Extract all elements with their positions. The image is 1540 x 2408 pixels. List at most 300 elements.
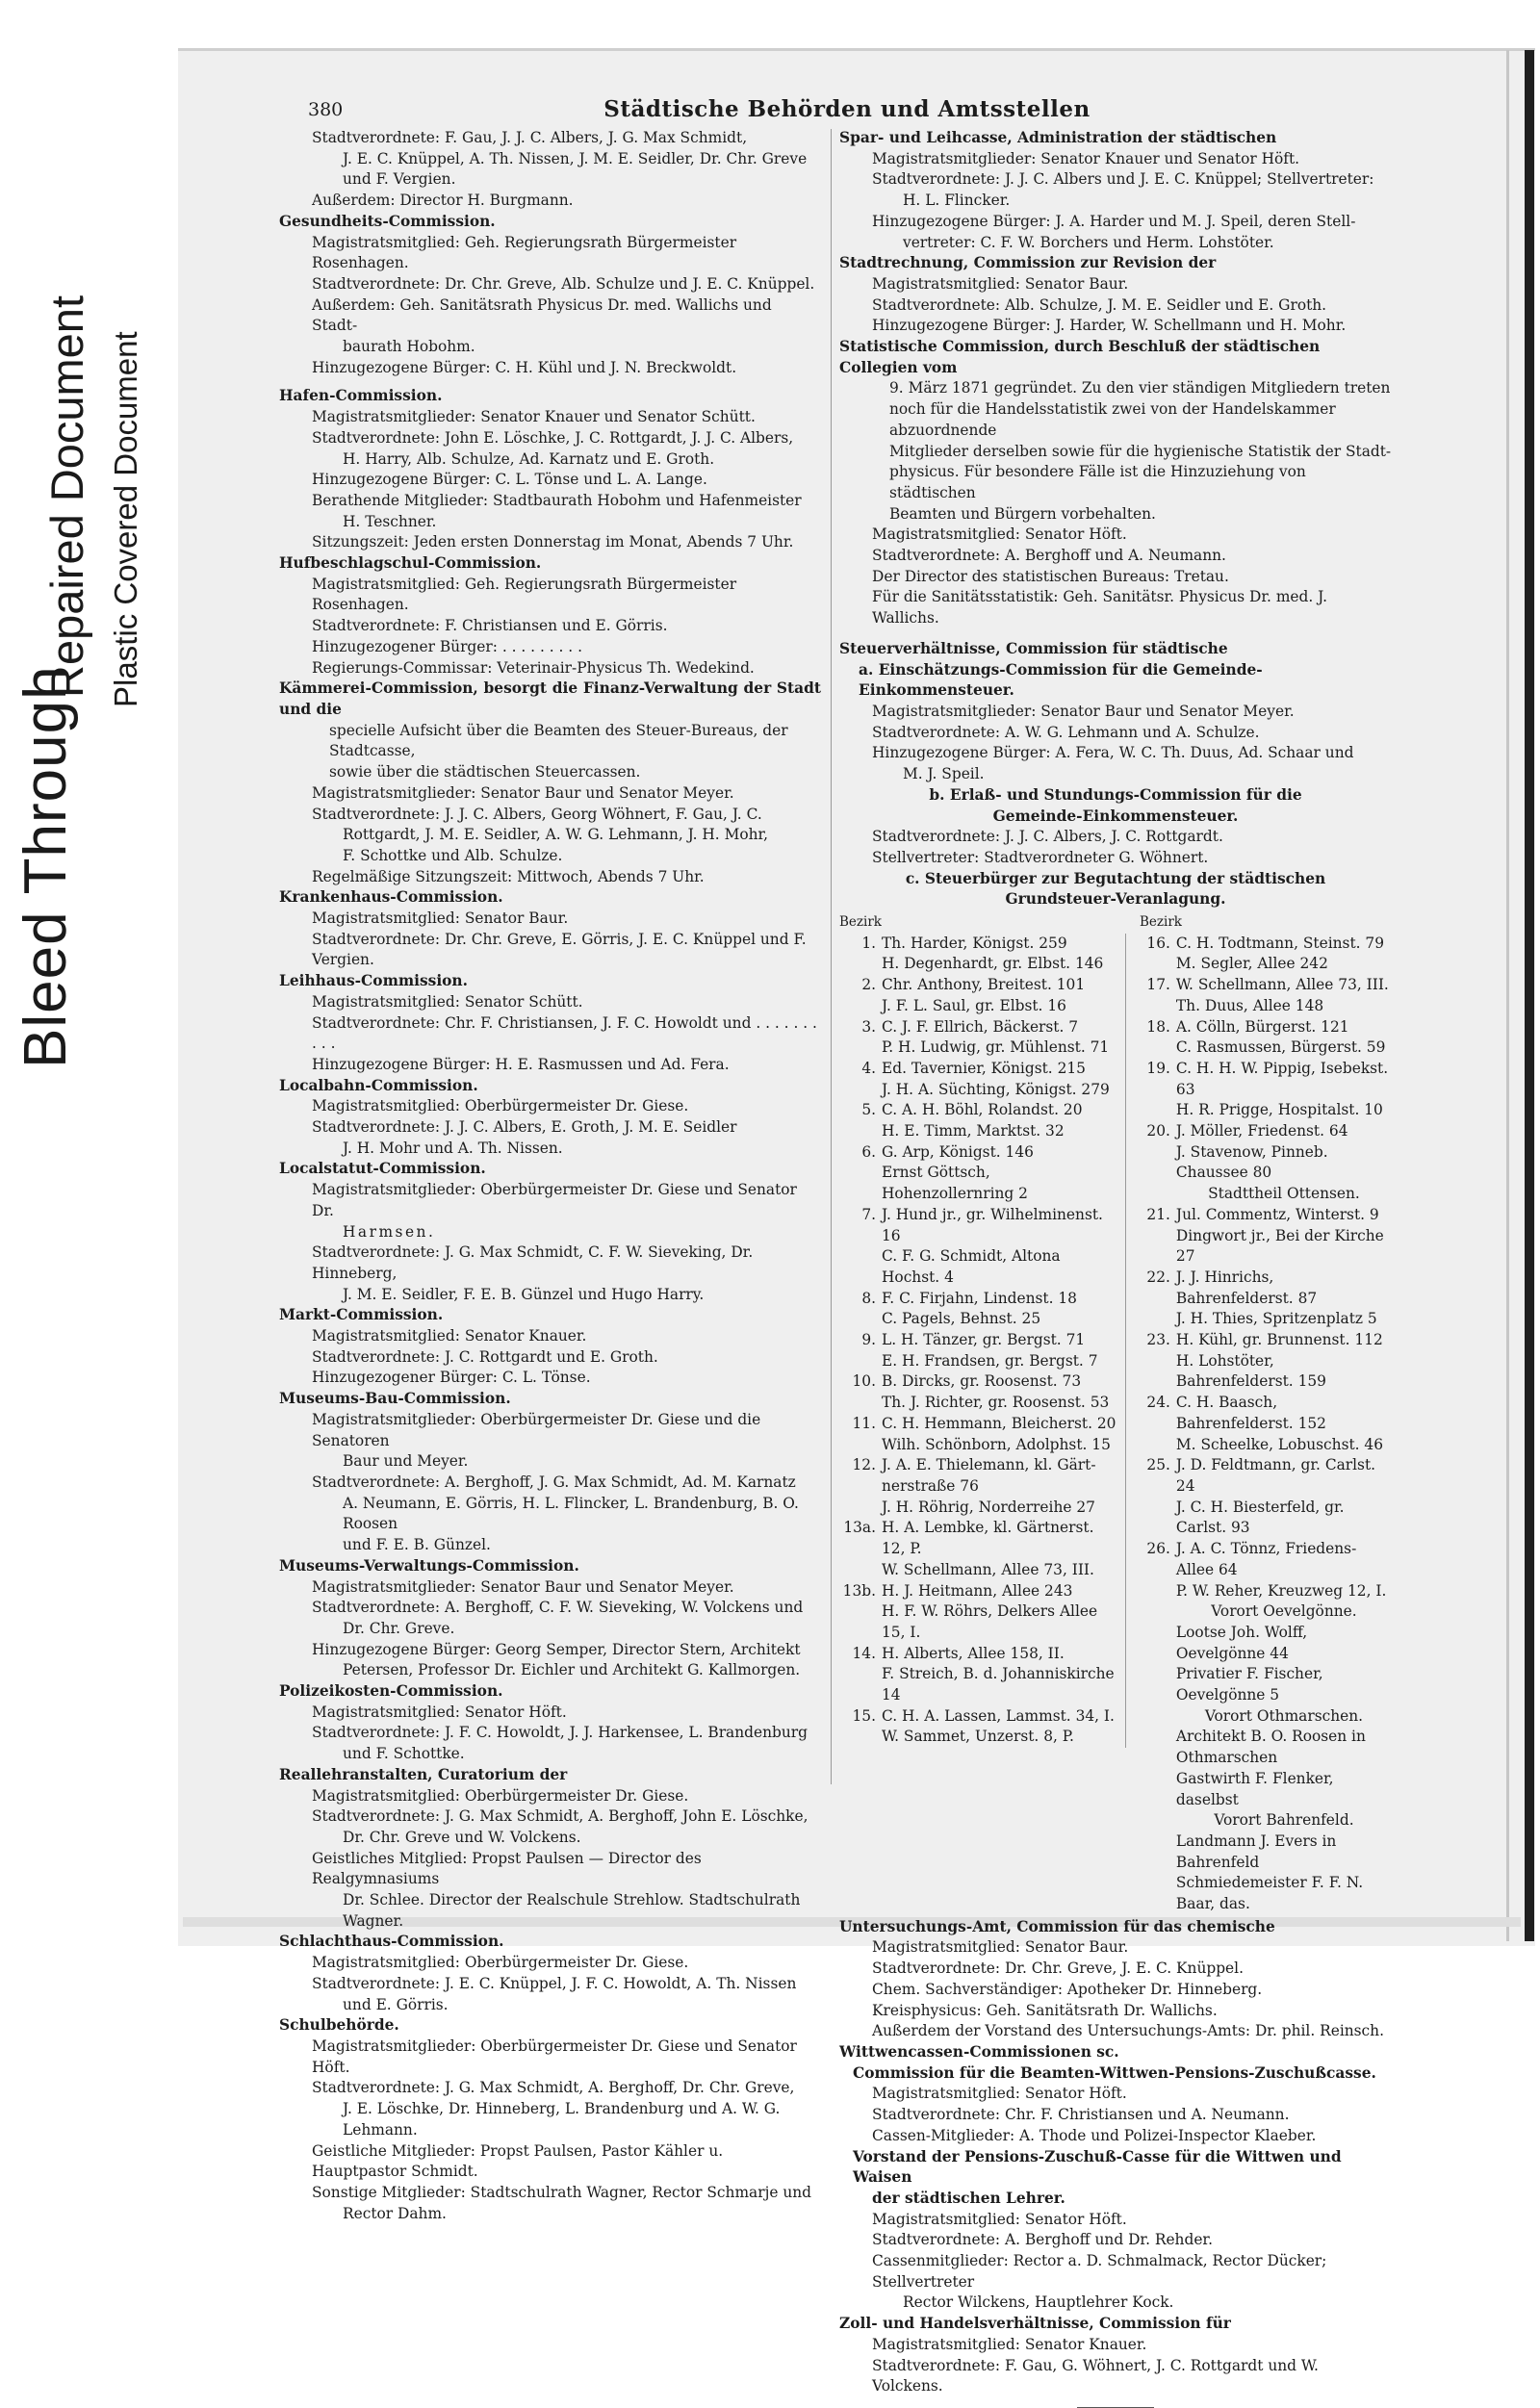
section-heading: Krankenhaus-Commission. (279, 888, 503, 907)
district-number (839, 1080, 882, 1101)
district-number (1134, 1184, 1176, 1205)
text-line: Dr. Chr. Greve. (343, 1619, 455, 1637)
district-row (1134, 996, 1392, 1017)
district-number (839, 954, 882, 975)
subsection-heading: Gemeinde-Einkommensteuer. (992, 807, 1239, 825)
district-row (1134, 1121, 1392, 1142)
district-row (839, 1371, 1121, 1393)
section-heading: Schlachthaus-Commission. (279, 1933, 504, 1951)
district-entry: nerstraße 76 (882, 1477, 979, 1495)
text-line: Magistratsmitglied: Senator Knauer. (312, 1327, 587, 1345)
district-row (839, 1455, 1121, 1476)
text-line: specielle Aufsicht über die Beamten des Steuer-Bureaus, der Stadtcasse, (329, 721, 788, 760)
district-entry: H. F. W. Röhrs, Delkers Allee 15, I. (882, 1602, 1098, 1641)
district-number (839, 1435, 882, 1456)
district-entry: Stadttheil Ottensen. (1208, 1185, 1360, 1203)
section-heading: Localstatut-Commission. (279, 1160, 486, 1178)
text-line: Stadtverordnete: Chr. F. Christiansen, J. F. C. Howoldt und . . . . . . . . . . (312, 1013, 817, 1053)
district-entry: M. Segler, Allee 242 (1175, 955, 1328, 973)
district-entry: J. Hund jr., gr. Wilhelminenst. 16 (882, 1205, 1103, 1244)
text-line: M. J. Speil. (903, 765, 985, 783)
district-number (1134, 1581, 1176, 1602)
text-line: Hinzugezogene Bürger: J. Harder, W. Schellmann und H. Mohr. (872, 317, 1347, 335)
text-line: F. Schottke und Alb. Schulze. (343, 846, 563, 864)
text-line: A. Neumann, E. Görris, H. L. Flincker, L. Brandenburg, B. O. Roosen (343, 1494, 799, 1533)
text-line: Außerdem: Geh. Sanitätsrath Physicus Dr. med. Wallichs und Stadt- (312, 295, 772, 335)
subsection-heading: Grundsteuer-Veranlagung. (1005, 890, 1226, 909)
district-number: 4. (861, 1059, 876, 1077)
text-line: Beamten und Bürgern vorbehalten. (889, 504, 1156, 523)
district-row (839, 1142, 1121, 1164)
section-heading: Polizeikosten-Commission. (279, 1682, 503, 1701)
district-number (1134, 1435, 1176, 1456)
district-row (839, 1727, 1121, 1748)
text-line: Magistratsmitglied: Geh. Regierungsrath Bürgermeister Rosenhagen. (312, 233, 737, 272)
district-entry: C. H. Baasch, Bahrenfelderst. 152 (1175, 1394, 1326, 1432)
text-line: J. E. C. Knüppel, A. Th. Nissen, J. M. E. Seidler, Dr. Chr. Greve (343, 149, 808, 167)
district-entry: C. H. H. W. Pippig, Isebekst. 63 (1175, 1059, 1389, 1098)
district-entry: H. R. Prigge, Hospitalst. 10 (1175, 1101, 1383, 1119)
text-line: Berathende Mitglieder: Stadtbaurath Hobohm und Hafenmeister (312, 491, 802, 509)
district-entry: L. H. Tänzer, gr. Bergst. 71 (882, 1331, 1086, 1349)
district-entry: B. Dircks, gr. Roosenst. 73 (882, 1372, 1082, 1391)
section-heading: Hufbeschlagschul-Commission. (279, 554, 542, 573)
subsection-heading: b. Erlaß- und Stundungs-Commission für die (929, 785, 1302, 804)
district-entry: Privatier F. Fischer, Oevelgönne 5 (1175, 1665, 1323, 1704)
district-row (839, 1518, 1121, 1559)
district-number (839, 1664, 882, 1705)
district-number (839, 1163, 882, 1204)
district-entry: Dingwort jr., Bei der Kirche 27 (1175, 1226, 1384, 1266)
text-line: Hinzugezogene Bürger: A. Fera, W. C. Th. Duus, Ad. Schaar und (872, 744, 1354, 762)
district-number (1134, 1601, 1176, 1623)
district-number: 3. (861, 1017, 876, 1036)
text-line: Stadtverordnete: Dr. Chr. Greve, E. Görris, J. E. C. Knüppel und F. Vergien. (312, 930, 807, 969)
district-row (1134, 1059, 1392, 1100)
section-heading (279, 679, 821, 720)
district-list (839, 934, 1392, 1915)
district-number (839, 1351, 882, 1372)
district-number (839, 1037, 882, 1059)
district-row (1134, 975, 1392, 996)
district-entry: C. A. H. Böhl, Rolandst. 20 (882, 1101, 1083, 1119)
section-heading: Museums-Bau-Commission. (279, 1390, 511, 1408)
text-line: Mitglieder derselben sowie für die hygienische Statistik der Stadt- (889, 442, 1392, 460)
district-number (1134, 1727, 1176, 1768)
text-line: Cassen-Mitglieder: A. Thode und Polizei-Inspector Klaeber. (872, 2126, 1317, 2144)
text-line: Hinzugezogene Bürger: C. L. Tönse und L. A. Lange. (312, 471, 707, 489)
text-line: und F. E. B. Günzel. (343, 1536, 491, 1554)
district-number: 7. (861, 1205, 876, 1223)
district-number (1134, 996, 1176, 1017)
district-entry: Th. Harder, Königst. 259 (882, 934, 1067, 952)
district-entry: Ernst Göttsch, Hohenzollernring 2 (882, 1164, 1028, 1203)
label-repaired-document: Repaired Document (41, 295, 92, 698)
district-entry: P. H. Ludwig, gr. Mühlenst. 71 (882, 1038, 1110, 1057)
district-entry: Vorort Bahrenfeld. (1214, 1811, 1354, 1830)
subsection-heading: Vorstand der Pensions-Zuschuß-Casse für die Wittwen und Waisen (853, 2147, 1342, 2187)
text-line: Hinzugezogene Bürger: C. H. Kühl und J. N. Breckwoldt. (312, 358, 737, 376)
district-number (839, 1393, 882, 1414)
district-number (1134, 1351, 1176, 1393)
district-entry: Vorort Othmarschen. (1204, 1706, 1364, 1725)
district-entry: F. C. Firjahn, Lindenst. 18 (882, 1289, 1077, 1307)
district-row (839, 1017, 1121, 1038)
text-line: physicus. Für besondere Fälle ist die Hinzuziehung von städtischen (889, 463, 1306, 501)
district-entry: P. W. Reher, Kreuzweg 12, I. (1175, 1581, 1387, 1600)
district-entry: H. Alberts, Allee 158, II. (882, 1644, 1065, 1662)
district-entry: Chr. Anthony, Breitest. 101 (882, 976, 1086, 994)
text-line: Magistratsmitglieder: Senator Baur und Senator Meyer. (312, 1577, 734, 1596)
district-number: 13a. (843, 1519, 876, 1537)
text-line: Sonstige Mitglieder: Stadtschulrath Wagner, Rector Schmarje und (312, 2183, 812, 2201)
left-column (279, 128, 821, 2224)
page-edge-inner (1506, 50, 1509, 1941)
text-line: Magistratsmitglied: Oberbürgermeister Dr. Giese. (312, 1786, 689, 1805)
subsection-heading: c. Steuerbürger zur Begutachtung der städtischen (905, 869, 1326, 887)
text-line: Hinzugezogener Bürger: . . . . . . . . . (312, 637, 582, 655)
text-line: H. Teschner. (343, 512, 437, 530)
text-line: Magistratsmitglieder: Senator Baur und Senator Meyer. (872, 702, 1295, 720)
district-number (1134, 954, 1176, 975)
district-number: 20. (1146, 1122, 1170, 1140)
text-line: Sitzungszeit: Jeden ersten Donnerstag im Monat, Abends 7 Uhr. (312, 533, 794, 551)
district-entry: W. Schellmann, Allee 73, III. (1175, 976, 1389, 994)
district-number: 11. (852, 1414, 876, 1432)
district-entry: H. Degenhardt, gr. Elbst. 146 (882, 955, 1104, 973)
district-row (839, 954, 1121, 975)
district-number (1134, 1498, 1176, 1539)
text-line: H. Harry, Alb. Schulze, Ad. Karnatz und E. Groth. (343, 449, 715, 468)
district-number: 23. (1146, 1331, 1170, 1349)
text-line: Stadtverordnete: F. Gau, J. J. C. Albers, J. G. Max Schmidt, (312, 129, 748, 146)
text-line: H. L. Flincker. (903, 192, 1011, 210)
district-row (839, 1163, 1121, 1204)
district-number: 10. (852, 1372, 876, 1391)
text-line: noch für die Handelsstatistik zwei von der Handelskammer abzuordnende (889, 400, 1336, 439)
text-line: sowie über die städtischen Steuercassen. (329, 763, 641, 781)
text-line: Dr. Chr. Greve und W. Volckens. (343, 1828, 581, 1846)
district-row (1134, 1727, 1392, 1768)
district-row (839, 1037, 1121, 1059)
text-line: J. E. Löschke, Dr. Hinneberg, L. Brandenburg und A. W. G. Lehmann. (343, 2100, 781, 2139)
section-heading: Localbahn-Commission. (279, 1076, 478, 1094)
district-number: 21. (1146, 1205, 1170, 1223)
district-number (1134, 1037, 1176, 1059)
district-row (1134, 1769, 1392, 1810)
district-row (839, 1121, 1121, 1142)
district-entry: J. Möller, Friedenst. 64 (1175, 1122, 1348, 1140)
district-row (839, 934, 1121, 955)
label-bleed-through: Bleed Through (13, 665, 79, 1068)
district-row (1134, 1017, 1392, 1038)
text-line: Stadtverordnete: A. Berghoff, J. G. Max Schmidt, Ad. M. Karnatz (312, 1473, 796, 1491)
district-number (1134, 1309, 1176, 1330)
text-line: Stadtverordnete: A. Berghoff, C. F. W. Sieveking, W. Volckens und (312, 1599, 804, 1617)
text-line: Stadtverordnete: F. Christiansen und E. Görris. (312, 617, 668, 635)
district-row (839, 1351, 1121, 1372)
section-heading: Steuerverhältnisse, Commission für städtische (839, 639, 1228, 657)
district-row (1134, 1435, 1392, 1456)
text-line: J. H. Mohr und A. Th. Nissen. (343, 1139, 563, 1157)
text-line: vertreter: C. F. W. Borchers und Herm. Lohstöter. (903, 233, 1274, 251)
district-entry: Jul. Commentz, Winterst. 9 (1175, 1205, 1379, 1223)
text-line: Stadtverordnete: J. G. Max Schmidt, A. Berghoff, Dr. Chr. Greve, (312, 2079, 795, 2097)
text-line: Rector Wilckens, Hauptlehrer Kock. (903, 2293, 1174, 2312)
district-row (839, 1581, 1121, 1602)
district-row (839, 1706, 1121, 1728)
district-entry: J. H. Thies, Spritzenplatz 5 (1175, 1310, 1377, 1328)
text-line: Magistratsmitglied: Senator Schütt. (312, 992, 583, 1011)
text-line: Stadtverordnete: J. F. C. Howoldt, J. J. Harkensee, L. Brandenburg (312, 1724, 808, 1742)
district-entry: J. Stavenow, Pinneb. Chaussee 80 (1175, 1142, 1328, 1182)
district-entry: H. Kühl, gr. Brunnenst. 112 (1175, 1331, 1383, 1349)
district-entry: J. A. C. Tönnz, Friedens-Allee 64 (1175, 1540, 1357, 1578)
district-row (1134, 1498, 1392, 1539)
district-number: 16. (1146, 934, 1170, 952)
running-head: Städtische Behörden und Amtsstellen (603, 96, 1091, 122)
district-entry: G. Arp, Königst. 146 (882, 1142, 1034, 1161)
district-row (839, 1414, 1121, 1435)
text-line: Stadtverordnete: J. J. C. Albers und J. E. C. Knüppel; Stellvertreter: (872, 170, 1374, 189)
district-row (839, 1644, 1121, 1665)
text-line: Magistratsmitglieder: Oberbürgermeister Dr. Giese und die Senatoren (312, 1410, 761, 1449)
district-row (1134, 1539, 1392, 1580)
text-line: Magistratsmitglied: Oberbürgermeister Dr. Giese. (312, 1097, 689, 1115)
district-number: 18. (1146, 1017, 1170, 1036)
district-row (839, 1330, 1121, 1351)
district-entry: Wilh. Schönborn, Adolphst. 15 (882, 1435, 1111, 1453)
district-number: 2. (861, 976, 876, 994)
district-row (1134, 1873, 1392, 1914)
district-list-right (1130, 934, 1392, 1915)
section-heading: Museums-Verwaltungs-Commission. (279, 1556, 579, 1575)
text-line: Magistratsmitglied: Senator Höft. (312, 1703, 567, 1721)
text-line: Hinzugezogene Bürger: Georg Semper, Director Stern, Architekt (312, 1640, 801, 1658)
section-heading: Spar- und Leihcasse, Administration der städtischen (839, 129, 1277, 146)
section-heading: Gesundheits-Commission. (279, 212, 496, 230)
page-number: 380 (308, 99, 344, 120)
district-row (839, 996, 1121, 1017)
district-header-left: Bezirk (839, 914, 882, 931)
section-heading: Leihhaus-Commission. (279, 972, 468, 990)
district-number (839, 1246, 882, 1288)
text-line: Magistratsmitglieder: Senator Knauer und Senator Schütt. (312, 408, 756, 426)
district-row (839, 1080, 1121, 1101)
district-entry: H. J. Heitmann, Allee 243 (882, 1581, 1073, 1600)
text-line: Stadtverordnete: Dr. Chr. Greve, Alb. Schulze und J. E. C. Knüppel. (312, 274, 815, 293)
text-line: Magistratsmitglieder: Senator Knauer und Senator Höft. (872, 149, 1300, 167)
district-entry: Th. J. Richter, gr. Roosenst. 53 (882, 1394, 1110, 1412)
text-line: Stellvertreter: Stadtverordneter G. Wöhnert. (872, 848, 1209, 866)
text-line: Stadtverordnete: J. E. C. Knüppel, J. F. C. Howoldt, A. Th. Nissen (312, 1974, 797, 1992)
district-row (1134, 1581, 1392, 1602)
text-line: baurath Hobohm. (343, 338, 475, 356)
district-number: 15. (852, 1706, 876, 1725)
district-number: 5. (861, 1101, 876, 1119)
text-line: Stadtverordnete: A. W. G. Lehmann und A. Schulze. (872, 723, 1260, 741)
district-entry: C. Rasmussen, Bürgerst. 59 (1175, 1038, 1386, 1057)
district-number: 26. (1146, 1540, 1170, 1558)
district-number (839, 1560, 882, 1581)
section-heading-text: Kämmerei-Commission, besorgt die Finanz-Verwaltung der Stadt und die (279, 679, 821, 718)
text-line: Magistratsmitglied: Senator Knauer. (872, 2335, 1147, 2353)
section-heading: Wittwencassen-Commissionen sc. (839, 2042, 1119, 2061)
district-entry: J. D. Feldtmann, gr. Carlst. 24 (1175, 1456, 1376, 1495)
page-edge-right (1525, 50, 1534, 1941)
text-line: und F. Vergien. (343, 170, 456, 189)
district-number (839, 1476, 882, 1498)
district-row (1134, 954, 1392, 975)
district-row (839, 1560, 1121, 1581)
text-line: Stadtverordnete: J. J. C. Albers, E. Groth, J. M. E. Seidler (312, 1118, 737, 1137)
label-plastic-covered-document: Plastic Covered Document (108, 331, 143, 707)
section-heading: Stadtrechnung, Commission zur Revision der (839, 254, 1217, 272)
district-entry: W. Schellmann, Allee 73, III. (882, 1560, 1094, 1578)
section-heading: Hafen-Commission. (279, 387, 443, 405)
text-line: Magistratsmitglied: Senator Baur. (872, 274, 1129, 293)
right-column (839, 128, 1392, 2408)
text-line: Außerdem der Vorstand des Untersuchungs-Amts: Dr. phil. Reinsch. (872, 2022, 1384, 2040)
district-number (839, 1121, 882, 1142)
text-line: Hinzugezogener Bürger: C. L. Tönse. (312, 1369, 591, 1387)
text-line: Harmsen. (343, 1222, 436, 1241)
text-line: Stadtverordnete: J. J. C. Albers, J. C. Rottgardt. (872, 828, 1223, 846)
section-heading: Zoll- und Handelsverhältnisse, Commission für (839, 2315, 1231, 2333)
district-number (1134, 1769, 1176, 1810)
district-row (1134, 1706, 1392, 1728)
district-number (1134, 1100, 1176, 1121)
text-line: Stadtverordnete: J. C. Rottgardt und E. Groth. (312, 1347, 658, 1366)
section-heading: Reallehranstalten, Curatorium der (279, 1765, 568, 1783)
text-line: Stadtverordnete: A. Berghoff und A. Neumann. (872, 547, 1226, 565)
district-entry: Th. Duus, Allee 148 (1175, 996, 1324, 1014)
district-entry: J. J. Hinrichs, Bahrenfelderst. 87 (1175, 1268, 1318, 1307)
text-line: Magistratsmitglied: Senator Baur. (872, 1938, 1129, 1957)
district-entry: J. A. E. Thielemann, kl. Gärt- (882, 1456, 1096, 1474)
district-entry: C. H. Todtmann, Steinst. 79 (1175, 934, 1384, 952)
text-line: 9. März 1871 gegründet. Zu den vier ständigen Mitgliedern treten (889, 379, 1391, 397)
text-line: Magistratsmitglied: Senator Höft. (872, 525, 1127, 544)
text-line: Geistliches Mitglied: Propst Paulsen — Director des Realgymnasiums (312, 1849, 702, 1888)
district-entry: C. H. A. Lassen, Lammst. 34, I. (882, 1706, 1115, 1725)
district-row (1134, 1142, 1392, 1184)
text-line: Magistratsmitglieder: Oberbürgermeister Dr. Giese und Senator Höft. (312, 2037, 797, 2076)
district-number (839, 1309, 882, 1330)
text-line: Magistratsmitglieder: Oberbürgermeister Dr. Giese und Senator Dr. (312, 1181, 797, 1219)
district-header (839, 912, 1392, 934)
district-number (839, 996, 882, 1017)
district-number: 6. (861, 1142, 876, 1161)
text-line: Rottgardt, J. M. E. Seidler, A. W. G. Lehmann, J. H. Mohr, (343, 826, 769, 844)
section-heading: Statistische Commission, durch Beschluß der städtischen Collegien vom (839, 338, 1321, 376)
text-line: Cassenmitglieder: Rector a. D. Schmalmack, Rector Dücker; Stellvertreter (872, 2252, 1327, 2291)
district-row (1134, 1810, 1392, 1832)
column-divider (831, 129, 832, 1784)
section-heading: Untersuchungs-Amt, Commission für das chemische (839, 1917, 1275, 1935)
text-line: J. M. E. Seidler, F. E. B. Günzel und Hugo Harry. (343, 1285, 705, 1303)
district-row (839, 1393, 1121, 1414)
district-entry: J. C. H. Biesterfeld, gr. Carlst. 93 (1175, 1498, 1345, 1537)
district-number (1134, 1873, 1176, 1914)
district-row (1134, 934, 1392, 955)
district-number: 17. (1146, 976, 1170, 994)
subsection-heading: der städtischen Lehrer. (872, 2189, 1065, 2207)
district-number: 9. (861, 1331, 876, 1349)
district-entry: C. F. G. Schmidt, Altona Hochst. 4 (882, 1247, 1061, 1286)
district-row (1134, 1393, 1392, 1434)
district-number: 8. (861, 1289, 876, 1307)
district-row (1134, 1268, 1392, 1309)
district-entry: Vorort Oevelgönne. (1211, 1602, 1357, 1621)
text-line: Geistliche Mitglieder: Propst Paulsen, Pastor Kähler u. Hauptpastor Schmidt. (312, 2141, 724, 2181)
text-line: Stadtverordnete: Dr. Chr. Greve, J. E. C. Knüppel. (872, 1960, 1244, 1978)
text-line: Für die Sanitätsstatistik: Geh. Sanitätsr. Physicus Dr. med. J. Wallichs. (872, 588, 1328, 628)
district-row (839, 1100, 1121, 1121)
page-edge-top (178, 48, 1535, 51)
text-line: Stadtverordnete: F. Gau, G. Wöhnert, J. C. Rottgardt und W. Volckens. (872, 2356, 1319, 2395)
district-row (1134, 1100, 1392, 1121)
district-row (839, 1435, 1121, 1456)
district-entry: H. E. Timm, Marktst. 32 (882, 1122, 1065, 1140)
district-row (839, 1664, 1121, 1705)
text-line: Petersen, Professor Dr. Eichler und Architekt G. Kallmorgen. (343, 1661, 801, 1679)
district-row (839, 1059, 1121, 1080)
district-entry: Schmiedemeister F. F. N. Baar, das. (1175, 1874, 1364, 1913)
section-heading: Schulbehörde. (279, 2016, 399, 2035)
section-heading: Markt-Commission. (279, 1306, 444, 1324)
text-line: Stadtverordnete: J. G. Max Schmidt, A. Berghoff, John E. Löschke, (312, 1807, 808, 1826)
district-entry: M. Scheelke, Lobuschst. 46 (1175, 1435, 1384, 1453)
text-line: Magistratsmitglieder: Senator Baur und Senator Meyer. (312, 783, 734, 802)
district-entry: J. F. L. Saul, gr. Elbst. 16 (882, 996, 1066, 1014)
text-line: Kreisphysicus: Geh. Sanitätsrath Dr. Wallichs. (872, 2001, 1218, 2019)
text-line: Stadtverordnete: Alb. Schulze, J. M. E. Seidler und E. Groth. (872, 295, 1327, 314)
district-number (1134, 1226, 1176, 1268)
district-entry: C. H. Hemmann, Bleicherst. 20 (882, 1414, 1116, 1432)
district-row (1134, 1184, 1392, 1205)
district-number: 22. (1146, 1268, 1170, 1286)
subsection-heading: Commission für die Beamten-Wittwen-Pensions-Zuschußcasse. (853, 2063, 1376, 2082)
text-line: Der Director des statistischen Bureaus: Tretau. (872, 567, 1229, 585)
district-row (839, 975, 1121, 996)
text-line: Regierungs-Commissar: Veterinair-Physicus Th. Wedekind. (312, 658, 755, 677)
text-line: Baur und Meyer. (343, 1452, 469, 1471)
district-list-left (839, 934, 1126, 1748)
text-line: Hinzugezogene Bürger: H. E. Rasmussen und Ad. Fera. (312, 1055, 730, 1073)
text-line: Magistratsmitglied: Senator Höft. (872, 2085, 1127, 2103)
district-entry: C. Pagels, Behnst. 25 (882, 1310, 1041, 1328)
text-line: und F. Schottke. (343, 1745, 465, 1763)
text-line: und E. Görris. (343, 1995, 449, 2013)
text-line: Rector Dahm. (343, 2204, 447, 2222)
district-entry: Ed. Tavernier, Königst. 215 (882, 1059, 1086, 1077)
district-row (1134, 1623, 1392, 1664)
district-row (1134, 1226, 1392, 1268)
district-entry: Gastwirth F. Flenker, daselbst (1175, 1769, 1334, 1808)
subsection-heading: a. Einschätzungs-Commission für die Gemeinde-Einkommensteuer. (859, 660, 1263, 700)
text-line: Chem. Sachverständiger: Apotheker Dr. Hinneberg. (872, 1980, 1263, 1998)
district-row (1134, 1205, 1392, 1226)
district-entry: E. H. Frandsen, gr. Bergst. 7 (882, 1351, 1098, 1370)
district-number (839, 1727, 882, 1748)
district-row (1134, 1309, 1392, 1330)
district-number: 13b. (842, 1581, 876, 1600)
district-number (839, 1498, 882, 1519)
sidebar (0, 0, 168, 2095)
text-line: Stadtverordnete: Chr. F. Christiansen und A. Neumann. (872, 2106, 1290, 2124)
district-row (1134, 1832, 1392, 1873)
